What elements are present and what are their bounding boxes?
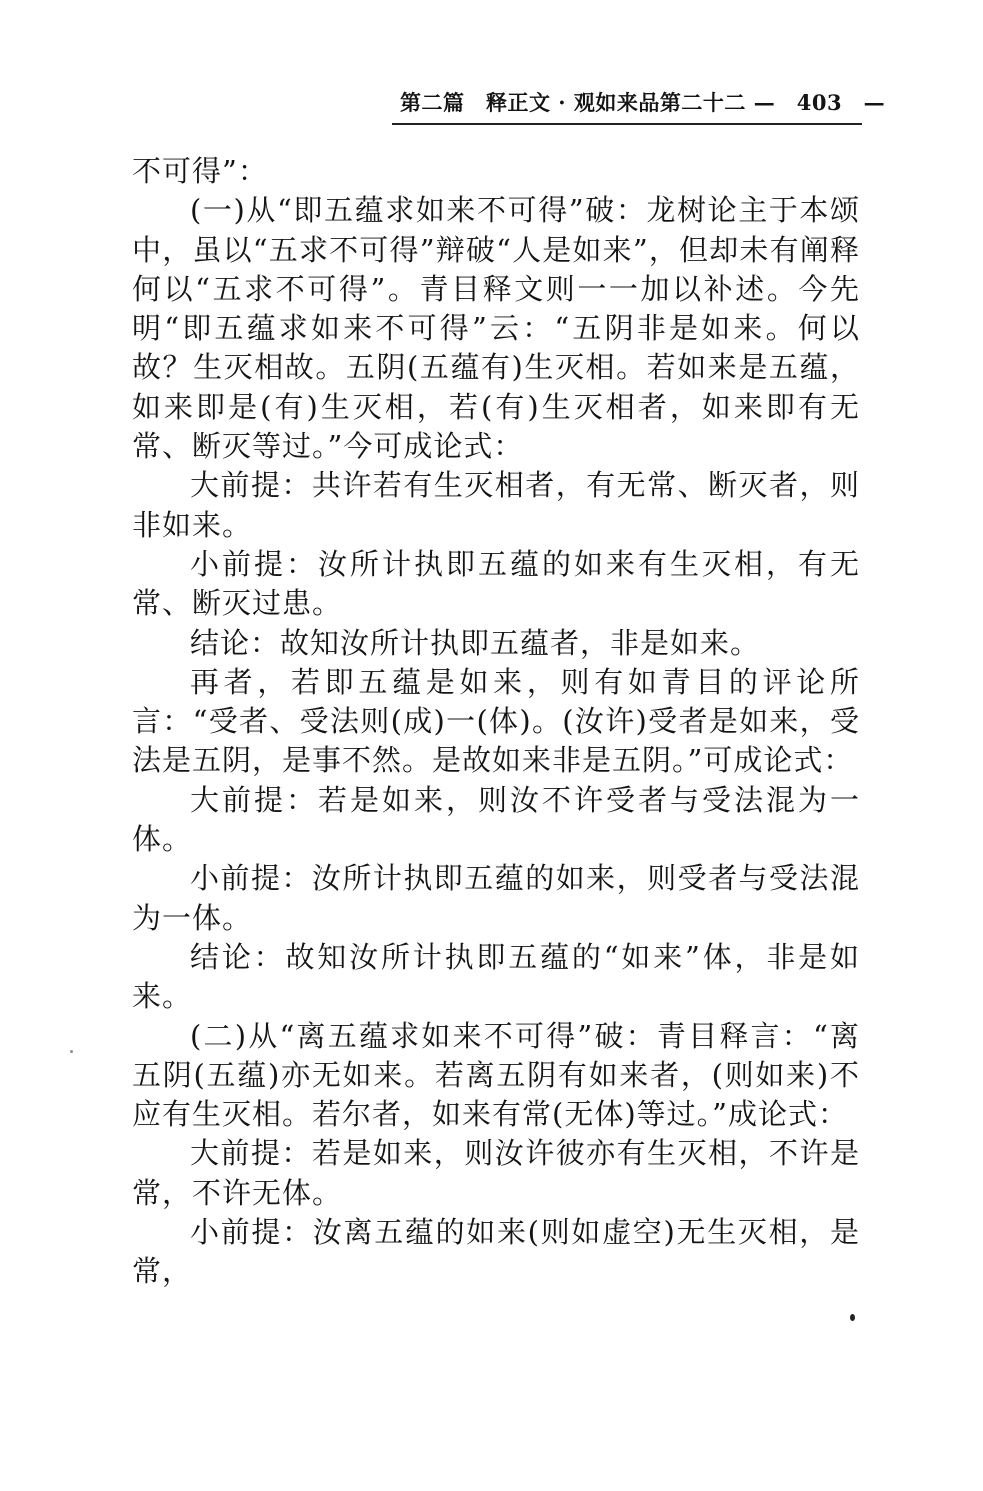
paragraph: (二)从“离五蕴求如来不可得”破：青目释言：“离五阴(五蕴)亦无如来。若离五阴有如来者，(则如来)不应有生灭相。若尔者，如来有常(无体)等过。”成论式： [132, 1018, 860, 1132]
paragraph: (一)从“即五蕴求如来不可得”破：龙树论主于本颂中，虽以“五求不可得”辩破“人是如来”，但却未有阐释何以“五求不可得”。青目释文则一一加以补述。今先明“即五蕴求如来不可得”云：“五阴非是如来。何以故？生灭相故。五阴(五蕴有)生灭相。若如来是五蕴，如来即是(有)生灭相，若(有)生灭相者，如来即有无常、断灭等过。”今可成论式： [132, 193, 860, 464]
paragraph: 再者，若即五蕴是如来，则有如青目的评论所言：“受者、受法则(成)一(体)。(汝许)受者是如来，受法是五阴，是事不然。是故如来非是五阴。”可成论式： [132, 664, 860, 778]
header-rule [392, 123, 862, 125]
body-text [132, 152, 860, 1292]
paragraph: 不可得”： [132, 154, 268, 188]
ink-speck [70, 1050, 73, 1053]
header-title: 第二篇 释正文 · 观如来品第二十二 [400, 90, 746, 115]
paragraph: 大前提：若是如来，则汝不许受者与受法混为一体。 [132, 782, 860, 857]
paragraph: 小前提：汝所计执即五蕴的如来有生灭相，有无常、断灭过患。 [132, 546, 860, 621]
ink-speck [850, 1314, 855, 1321]
paragraph: 结论：故知汝所计执即五蕴的“如来”体，非是如来。 [132, 939, 860, 1014]
paragraph: 小前提：汝离五蕴的如来(则如虚空)无生灭相，是常， [132, 1215, 860, 1289]
paragraph: 结论：故知汝所计执即五蕴者，非是如来。 [190, 625, 761, 660]
paragraph: 大前提：共许若有生灭相者，有无常、断灭者，则非如来。 [132, 468, 860, 542]
paragraph: 小前提：汝所计执即五蕴的如来，则受者与受法混为一体。 [132, 861, 860, 935]
running-header [400, 88, 886, 118]
page-number: — 403 — [753, 90, 886, 115]
paragraph: 大前提：若是如来，则汝许彼亦有生灭相，不许是常，不许无体。 [132, 1136, 860, 1210]
